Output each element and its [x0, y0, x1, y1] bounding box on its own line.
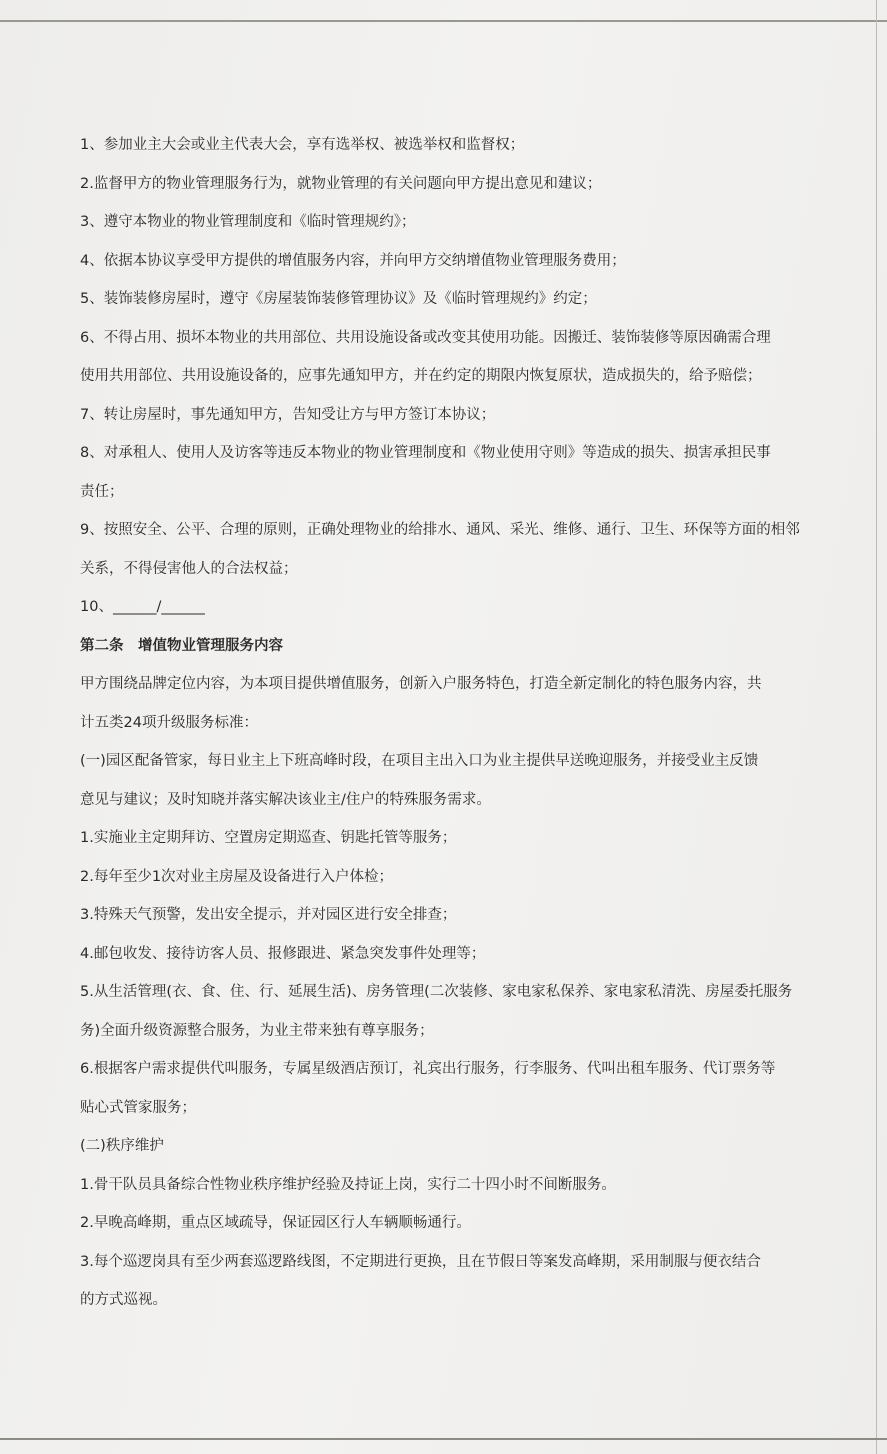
section-2-heading: (二)秩序维护: [80, 1138, 164, 1154]
section-1-item-6: 6.根据客户需求提供代叫服务，专属星级酒店预订，礼宾出行服务，行李服务、代叫出租车服务、代订票务等: [80, 1061, 776, 1077]
section-2-item-3: 3.每个巡逻岗具有至少两套巡逻路线图，不定期进行更换，且在节假日等案发高峰期，采用制服与便衣结合: [80, 1253, 761, 1270]
section-2-item-1: 1.骨干队员具备综合性物业秩序维护经验及持证上岗，实行二十四小时不间断服务。: [80, 1176, 616, 1193]
page-top-edge: [0, 20, 887, 22]
clause-10: 10、______/______: [80, 599, 205, 615]
section-1-item-1: 1.实施业主定期拜访、空置房定期巡查、钥匙托管等服务；: [80, 830, 457, 846]
article-2-intro: 甲方围绕品牌定位内容，为本项目提供增值服务，创新入户服务特色，打造全新定制化的特色服务内容，共: [80, 676, 762, 692]
section-1-item-2: 2.每年至少1次对业主房屋及设备进行入户体检；: [80, 868, 394, 885]
clause-5: 5、装饰装修房屋时，遵守《房屋装饰装修管理协议》及《临时管理规约》约定；: [80, 291, 597, 307]
section-1-intro: (一)园区配备管家，每日业主上下班高峰时段，在项目主出入口为业主提供早送晚迎服务，并接受业主反馈: [80, 753, 759, 769]
clause-9: 9、按照安全、公平、合理的原则，正确处理物业的给排水、通风、采光、维修、通行、卫生、环保等方面的相邻: [80, 522, 800, 538]
section-1-item-5-cont: 务)全面升级资源整合服务，为业主带来独有尊享服务；: [80, 1022, 434, 1039]
article-2-heading: 第二条 增值物业管理服务内容: [80, 637, 283, 654]
article-2-intro-cont: 计五类24项升级服务标准：: [80, 714, 258, 731]
section-1-item-3: 3.特殊天气预警，发出安全提示，并对园区进行安全排查；: [80, 907, 457, 923]
clause-3: 3、遵守本物业的物业管理制度和《临时管理规约》；: [80, 214, 416, 230]
clause-9-cont: 关系，不得侵害他人的合法权益；: [80, 560, 298, 577]
clause-4: 4、依据本协议享受甲方提供的增值服务内容，并向甲方交纳增值物业管理服务费用；: [80, 252, 626, 269]
clause-7: 7、转让房屋时，事先通知甲方，告知受让方与甲方签订本协议；: [80, 406, 496, 423]
page-bottom-edge: [0, 1438, 887, 1440]
page-right-edge: [876, 0, 877, 1454]
clause-8-cont: 责任；: [80, 483, 124, 500]
section-1-intro-cont: 意见与建议；及时知晓并落实解决该业主/住户的特殊服务需求。: [80, 791, 491, 808]
clause-1: 1、参加业主大会或业主代表大会，享有选举权、被选举权和监督权；: [80, 137, 525, 153]
section-1-item-6-cont: 贴心式管家服务；: [80, 1099, 196, 1116]
section-2-item-3-cont: 的方式巡视。: [80, 1292, 167, 1308]
clause-8: 8、对承租人、使用人及访客等违反本物业的物业管理制度和《物业使用守则》等造成的损失、损害承担民事: [80, 445, 771, 461]
clause-2: 2.监督甲方的物业管理服务行为，就物业管理的有关问题向甲方提出意见和建议；: [80, 175, 602, 192]
document-body: [80, 126, 816, 1320]
section-1-item-5: 5.从生活管理(衣、食、住、行、延展生活)、房务管理(二次装修、家电家私保养、家电家私清洗、房屋委托服务: [80, 984, 793, 1000]
clause-6: 6、不得占用、损坏本物业的共用部位、共用设施设备或改变其使用功能。因搬迁、装饰装修等原因确需合理: [80, 329, 771, 346]
section-2-item-2: 2.早晚高峰期，重点区域疏导，保证园区行人车辆顺畅通行。: [80, 1215, 471, 1231]
section-1-item-4: 4.邮包收发、接待访客人员、报修跟进、紧急突发事件处理等；: [80, 945, 486, 962]
clause-6-cont: 使用共用部位、共用设施设备的，应事先通知甲方，并在约定的期限内恢复原状，造成损失的，给予赔偿；: [80, 368, 762, 384]
